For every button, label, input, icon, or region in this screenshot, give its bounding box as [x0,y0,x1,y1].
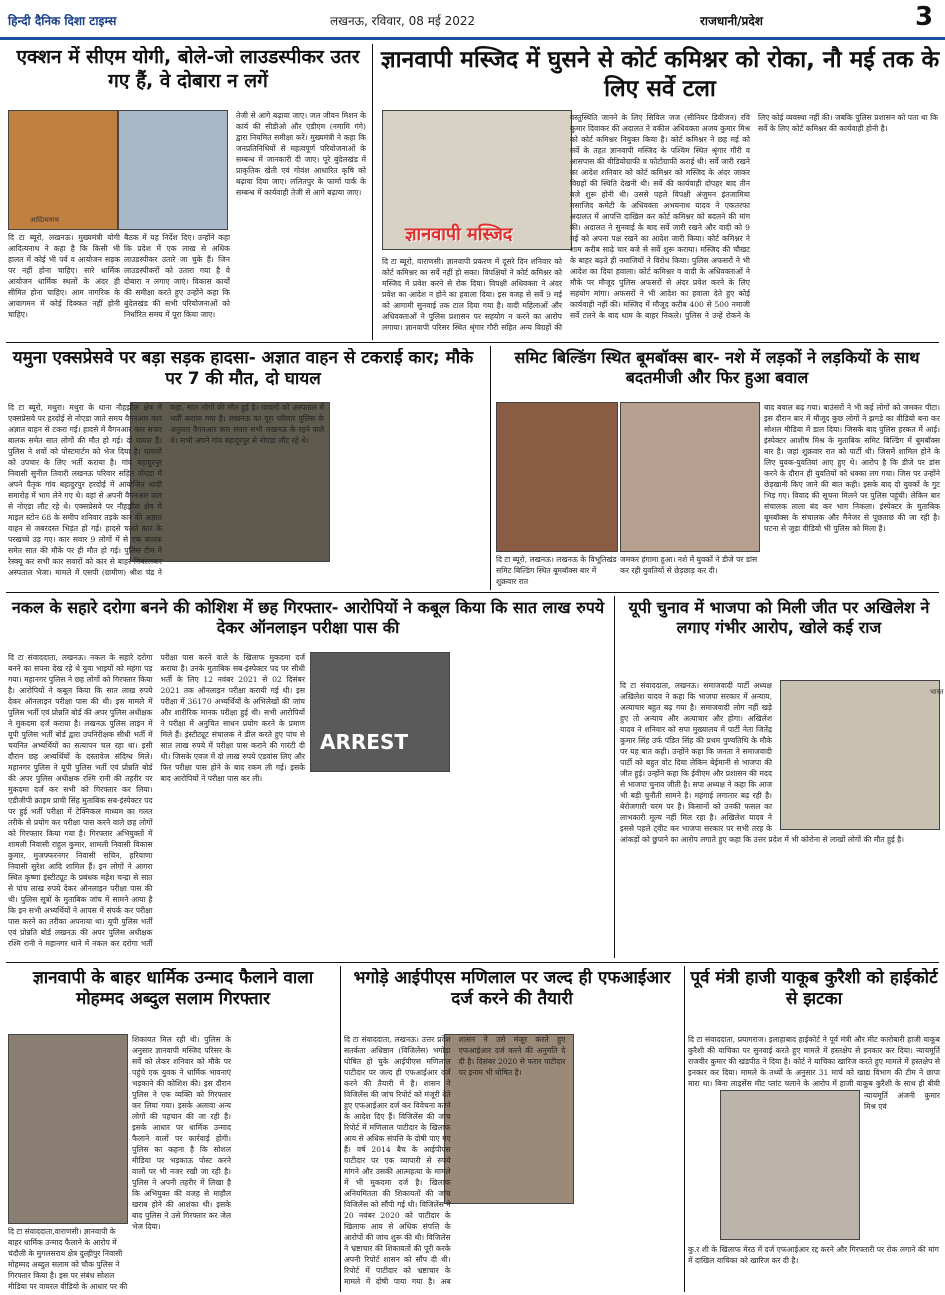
headline-yamuna: यमुना एक्सप्रेसवे पर बड़ा सड़क हादसा- अज्ञात वाहन से टकराई कार; मौके पर 7 की मौत, दो घायल [12,348,474,390]
yogi-lead: दि टा ब्यूरो, लखनऊ। मुख्यमंत्री योगी आदित्यनाथ ने कहा है कि किसी भी हालत में कोई भी पर्व व आयोजन सड़क पर नहीं होना चाहिए। सारे धार्मिक आयोजन धार्मिक स्थलों के अंदर ही सीमित होना चाहिए। आम नागरिक के आवागमन में कोई दिक्कत नहीं होनी चाहिए। [8,233,120,319]
photo-samit-1 [496,402,618,552]
akhilesh-body [620,680,938,958]
headline-akhilesh: यूपी चुनाव में भाजपा को मिली जीत पर अखिलेश ने लगाए गंभीर आरोप, खोले कई राज [628,598,930,637]
headline-ips: भगोड़े आईपीएस मणिलाल पर जल्द ही एफआईआर दर्ज करने की तैयारी [353,968,671,1010]
yogi-col3: तेजी से आगे बढ़ाया जाए। जल जीवन मिशन के कार्य की सीडीओ और एडीएम (नमामि गंगे) द्वारा नियमित समीक्षा करें। मुख्यमंत्री ने कहा कि जनप्रतिनिधियों से महत्वपूर्ण परियोजनाओं के सम्बन्ध में जानकारी दी जाए। पूरे बुंदेलखंड में प्राकृतिक खेती एवं गोवंश आधारित कृषि को बढ़ावा दिया जाए। ललितपुर के फार्मा पार्क के सम्बन्ध में कार्यवाही तेजी से आगे बढ़ाया जाए। [236,111,366,197]
abdul-salam-caption: दि टा संवाददाता,वाराणसी। ज्ञानवापी के बाहर धार्मिक उन्माद फैलाने के आरोप में चंदौली के मुगलसराय क्षेत्र दुल्हीपुर निवासी मोहम्मद अब्दुल सलाम को चौक पुलिस ने गिरफ्तार किया है। इस पर संबंध सोशल मीडिया पर वायरल वीडियो के आधार पर की [8,1227,128,1291]
akhilesh-text: दि टा संवाददाता, लखनऊ। समाजवादी पार्टी अध्यक्ष अखिलेश यादव ने कहा कि भाजपा सरकार में अन्याय, अत्याचार बहुत बढ़ गया है। समाजवादी लोग नहीं खड़े हुए तो अन्याय और अत्याचार और होगा। अखिलेश यादव ने शनिवार को सपा मुख्यालय में पार्टी नेता जितेंद्र कुमार सिंह उर्फ पंडित सिंह की प्रथम पुण्यतिथि के मौके पर यह बात कही। उन्होंने कहा कि जनता ने समाजवादी पार्टी को बहुत वोट दिया लेकिन बेईमानी से भाजपा की जीत हुई। उन्होंने कहा कि ईवीएम और प्रशासन की मदद से भाजपा चुनाव जीती है। सपा अध्यक्ष ने कहा कि आज भी बड़ी चुनौती सामने है। महंगाई लगातार बढ़ रही है। बेरोजगारी चरम पर है। किसानों को उनकी फसल का लाभकारी मूल्य नहीं मिल रहा है। अखिलेश यादव ने इससे पहले ट्वीट कर भाजपा सरकार पर सभी तरह के आंकड़ों को छुपाने का आरोप लगाते हुए कहा कि उत्तर प्रदेश में भी कोरोना से लाखों लोगों की मौत हुई है। [620,681,905,844]
yakub-body: दि टा संवाददाता, प्रयागराज। इलाहाबाद हाईकोर्ट ने पूर्व मंत्री और मीट कारोबारी हाजी याकूब कुरैशी की याचिका पर सुनवाई करते हुए मामले में हस्तक्षेप से इनकार कर दिया। न्यायमूर्ति राजवीर कुमार की खंडपीठ ने दिया है। कोर्ट ने याचिका खारिज करते हुए मामले में हस्तक्षेप से इनकार कर दिया। मामले के तथ्यों के अनुसार 31 मार्च को खाद्य विभाग की टीम ने छापा मारा था। बिना लाइसेंस मीट प्लांट चलाने के आरोप में हाजी याकूब कुरैशी के साथ ही बीवी [688,1035,940,1088]
photo-loudspeakers [118,110,228,230]
abdul-salam-body: शिकायत मिल रही थी। पुलिस के अनुसार ज्ञानवापी मस्जिद परिसर के सर्वे को लेकर शनिवार को मौके पर पहुंचे एक युवक ने धार्मिक भावनाएं भड़काने की कोशिश की। इस दौरान पुलिस ने एक व्यक्ति को गिरफ्तार कर लिया गया। इसके अलावा अन्य लोगों की पहचान की जा रही है। इसके आधार पर धार्मिक उन्माद फैलाने वालों पर कार्रवाई होगी। पुलिस का कहना है कि सोशल मीडिया पर भड़काऊ पोस्ट करने वालों पर भी नजर रखी जा रही है। पुलिस ने अपनी तहरीर में लिखा है कि अभियुक्त की वजह से माहौल खराब होने की आशंका थी। इसके बाद पुलिस ने उसे गिरफ्तार कर जेल भेज दिया। [132,1035,231,1231]
samit-caption-2: जमकर हंगामा हुआ। नशे में युवकों ने डीजे पर डांस कर रही युवतियों से छेड़छाड़ कर दी। [620,555,758,575]
ips-body [344,1034,680,1292]
issue-date: लखनऊ, रविवार, 08 मई 2022 [330,14,476,28]
divider-vertical-top [372,44,373,340]
headline-gyanvapi-survey: ज्ञानवापी मस्जिद में घुसने से कोर्ट कमिश्नर को रोका, नौ मई तक के लिए सर्वे टला [380,47,940,102]
divider-horizontal-2 [6,592,939,593]
akhilesh-image-spacer [778,680,938,832]
ips-text: दि टा संवाददाता, लखनऊ। उत्तर प्रदेश सतर्कता अधिष्ठान (विजिलेंस) भगोड़ा घोषित हो चुके आईपीएस मणिलाल पाटीदार पर जल्द ही एफआईआर दर्ज करने की तैयारी में है। शासन ने विजिलेंस की जांच रिपोर्ट को मंजूरी देते हुए एफआईआर दर्ज कर विवेचना करने के आदेश दिए हैं। विजिलेंस की जांच रिपोर्ट में मणिलाल पाटीदार के खिलाफ आय से अधिक संपत्ति के दोषी पाए गए हैं। वर्ष 2014 बैच के आईपीएस पाटीदार पर एक व्यापारी से रुपये मांगने और उसकी आत्महत्या के मामले में भी मुकदमा दर्ज है। खिलाफ अनियमितता की शिकायतों की जांच विजिलेंस को सौंपी गई थी। विजिलेंस ने 20 नवंबर 2020 को पाटीदार के खिलाफ आय से अधिक संपत्ति के आरोपों की जांच शुरू की थी। विजिलेंस ने भ्रष्टाचार की शिकायतों की पूरी करके अपनी रिपोर्ट शासन को सौंप दी थी। रिपोर्ट में पाटीदार को भ्रष्टाचार के मामले में दोषी पाया गया है। अब शासन ने उसे मंजूर करते हुए एफआईआर दर्ज करने की अनुमति दे दी है। दिसंबर 2020 से फरार पाटीदार पर इनाम भी घोषित है। [344,1035,566,1286]
daroga-text: दि टा संवाददाता, लखनऊ। नकल के सहारे दरोगा बनने का सपना देख रहे थे युवा भाइयों को महंगा पड़ गया। महानगर पुलिस ने छह लोगों को गिरफ्तार किया है। आरोपियों ने कबूल किया कि सात लाख रुपये देकर ऑनलाइन परीक्षा पास की थी। इस मामले में पुलिस भर्ती एवं प्रोन्नति बोर्ड की अपर पुलिस अधीक्षक ने मुकदमा दर्ज कराया है। लखनऊ पुलिस लाइन में यूपी पुलिस भर्ती बोर्ड द्वारा उपनिरीक्षक सीधी भर्ती में चयनित अभ्यर्थियों का सत्यापन चल रहा था। इसी दौरान छह अभ्यर्थियों के दस्तावेज संदिग्ध मिले। महानगर पुलिस ने यूपी पुलिस भर्ती एवं प्रोन्नति बोर्ड की अपर पुलिस अधीक्षक रश्मि रानी की तहरीर पर मुकदमा दर्ज कर सभी को गिरफ्तार कर लिया। एडीजीपी क्राइम प्राची सिंह मुताबिक सब-इंस्पेक्टर पद पर हुई भर्ती परीक्षा में टेक्निकल माध्यम का गलत तरीके से प्रयोग कर परीक्षा पास करने वाले छह लोगों को गिरफ्तार किया गया है। गिरफ्तार अभियुक्तों में शामली निवासी राहुल कुमार, शामली निवासी विकास कुमार, मुजफ्फरनगर निवासी सचिन, हरियाणा निवासी सुरेश आदि शामिल हैं। इन लोगों ने आगरा स्थित कृष्णा इंस्टीट्यूट के प्रबंधक महेश चन्द्रा से सात से पांच लाख रुपये देकर ऑनलाइन परीक्षा पास की थी। पुलिस सूत्रों के मुताबिक जांच में सामने आया है कि इन सभी अभ्यर्थियों ने आपस में संपर्क कर परीक्षा पास करने का तरीका अपनाया था। यूपी पुलिस भर्ती एवं प्रोन्नति बोर्ड लखनऊ की अपर पुलिस अधीक्षक रश्मि रानी ने महानगर थाने में नकल कर दरोगा भर्ती परीक्षा पास करने वाले के खिलाफ मुकदमा दर्ज कराया है। उनके मुताबिक सब-इंस्पेक्टर पद पर सीधी भर्ती के लिए 12 नवंबर 2021 से 02 दिसंबर 2021 तक ऑनलाइन परीक्षा करायी गई थी। इस परीक्षा में 36170 अभ्यर्थियों के अभिलेखों की जांच और शारीरिक मानक परीक्षा हुई थी। सभी आरोपियों ने परीक्षा में अनुचित साधन प्रयोग करने के प्रमाण मिले हैं। इंस्टीट्यूट संचालक ने डील करते हुए पांच से सात लाख रुपये में परीक्षा पास कराने की गारंटी दी थी। जिसके एवज में दो लाख रुपये एडवांस लिए और फिर परीक्षा पास होने के बाद रकम ली गई। इसके बाद आरोपियों ने परीक्षा पास कर ली। [8,653,305,948]
photo-samit-2 [620,402,760,552]
masthead [0,0,945,40]
newspaper-name: हिन्दी दैनिक दिशा टाइम्स [8,14,117,28]
yamuna-text: दि टा ब्यूरो, मथुरा। मथुरा के थाना नौहझील क्षेत्र में एक्सप्रेसवे पर हरदोई से नोएडा जाते समय वैगनआर कार अज्ञात वाहन से टकरा गई। हादसे में वैगनआर कार सवार बालक समेत सात लोगों की मौत हो गई। दो घायल हैं। पुलिस ने शवों को पोस्टमार्टम को भेज दिया है। घायलों को उपचार के लिए भर्ती कराया है। गांव बहादुरपुर निवासी सुनील तिवारी लखनऊ परिवार सहित नोएडा में अपने पैतृक गांव बहादुरपुर हरदोई में आयोजित शादी समारोह में भाग लेने गए थे। वहां से अपनी वैगनआर कार से नोएडा लौट रहे थे। एक्सप्रेसवे पर नौहझील क्षेत्र में माइल स्टोन 68 के समीप शनिवार तड़के कार की अज्ञात वाहन से जबरदस्त भिड़ंत हो गई। हादसे चलते कार के परखच्चे उड़ गए। कार सवार 9 लोगों में से एक बालक समेत सात की मौके पर ही मौत हो गई। पुलिस टीम ने रेस्क्यू कर सभी कार सवारों को कार से बाहर निकालकर अस्पताल भेजा। मामले में एसपी (ग्रामीण) श्रीश चंद्र ने कहा, सात लोगों की मौत हुई है। घायलों को अस्पताल में भर्ती कराया गया है। लखनऊ का पूरा परिवार पुलिस के अनुसार वैगनआर कार सवार सभी लखनऊ के रहने वाले थे। सभी अपने गांव बहादुरपुर से नोएडा लौट रहे थे। [8,403,324,577]
samit-caption-1: दि टा ब्यूरो, लखनऊ। लखनऊ के विभूतिखंड समिट बिल्डिंग स्थित बूमबॉक्स बार में शुक्रवार रात [496,555,617,586]
divider-vertical-low [614,596,615,958]
photo-abdul-salam [8,1034,128,1224]
photo-yakub [720,1090,860,1240]
photo-yogi-tag: आदित्यनाथ [30,216,59,224]
headline-samit: समिट बिल्डिंग स्थित बूमबॉक्स बार- नशे में लड़कों ने लड़कियों के साथ बदतमीजी और फिर हुआ बवाल [514,348,920,387]
photo-gyanvapi-label: ज्ञानवापी मस्जिद [405,224,513,245]
divider-horizontal-1 [6,342,939,343]
headline-abdul-salam: ज्ञानवापी के बाहर धार्मिक उन्माद फैलाने वाला मोहम्मद अब्दुल सलाम गिरफ्तार [32,968,314,1010]
divider-vertical-b1 [340,966,341,1292]
daroga-body [8,652,610,958]
yakub-caption: कु.र शी के खिलाफ मेरठ में दर्ज एफआईआर रद्द करने और गिरफ्तारी पर रोक लगाने की मांग में दाखिल याचिका को खारिज कर दी है। [688,1245,939,1265]
page-number: 3 [914,2,934,32]
yogi-col2: बैठक में यह निर्देश दिए। उन्होंने कहा कि प्रदेश में एक लाख से अधिक लाउडस्पीकर उतारे जा चुके हैं। जिन लाउडस्पीकरों को उतारा गया है वे दोबारा न लगाए जाएं। विकास कार्यों की समीक्षा करते हुए उन्होंने कहा कि बुंदेलखंड की सभी परियोजनाओं को निर्धारित समय में पूरा किया जाए। [124,233,230,319]
headline-yogi: एक्शन में सीएम योगी, बोले-जो लाउडस्पीकर उतर गए हैं, वे दोबारा न लगें [16,46,360,92]
divider-vertical-b2 [684,966,685,1292]
samit-body: बाद बवाल बढ़ गया। बाउंसरों ने भी कई लोगों को जमकर पीटा। इस दौरान बार में मौजूद कुछ लोगों ने झगड़े का वीडियो बना कर सोशल मीडिया में डाल दिया। जिसके बाद पुलिस हरकत में आई। इंस्पेक्टर आशीष मिश्र के मुताबिक समिट बिल्डिंग में बूमबॉक्स बार है। जहां शुक्रवार रात को पार्टी थी। जिसमें शामिल होने के लिए युवक-युवतियां आए हुए थे। आरोप है कि डीजे पर डांस करने के दौरान ही युवतियों को धक्का लग गया। जिस पर उन्होंने छेड़खानी किए जाने की बात कही। इसके बाद दो युवकों के गुट भिड़ गए। विवाद की सूचना मिलने पर पुलिस पहुंची। लेकिन बार संचालक ताला बंद कर भाग निकला। इंस्पेक्टर के मुताबिक बूमबॉक्स के संचालक और मैनेजर से पूछताछ की जा रही है। घटना से जुड़ा वीडियो भी पुलिस को मिला है। [764,403,940,533]
divider-vertical-mid [490,346,491,590]
gyanvapi-survey-body [382,112,938,340]
gyanvapi-survey-text: दि टा ब्यूरो, वाराणसी। ज्ञानवापी प्रकरण में दूसरे दिन शनिवार को कोर्ट कमिश्नर का सर्वे नहीं हो सका। विपक्षियों ने कोर्ट कमिश्नर को मस्जिद में प्रवेश करने से रोक दिया। विपक्षी अधिवक्ता ने अंदर प्रवेश का आदेश न होने का हवाला दिया। इस वजह से सर्वे 9 मई को आगामी सुनवाई तक टाल दिया गया है। वादी महिलाओं और अधिवक्ताओं ने पुलिस प्रशासन पर सहयोग न करने का आरोप लगाया। ज्ञानवापी परिसर स्थित श्रृंगार गौरी सहित अन्य विग्रहों की वस्तुस्थिति जानने के लिए सिविल जज (सीनियर डिवीजन) रवि कुमार दिवाकर की अदालत ने वकील अधिवक्ता अजय कुमार मिश्र को कोर्ट कमिश्नर नियुक्त किया है। कोर्ट कमिश्नर ने छह मई को सर्वे के तहत ज्ञानवापी मस्जिद के पश्चिम स्थित श्रृंगार गौरी व आसपास की वीडियोग्राफी व फोटोग्राफी कराई थी। सर्वे जारी रखने का आदेश शनिवार को कोर्ट कमिश्नर को मस्जिद के अंदर जाकर विग्रहों की स्थिति देखनी थी। सर्वे की कार्यवाही दोपहर बाद तीन बजे शुरू होनी थी। उससे पहले विपक्षी अंजुमन इंतजामिया मसाजिद कमेटी के अधिवक्ता अभयनाथ यादव ने एकतरफा अदालत में आपत्ति दाखिल कर कोर्ट कमिश्नर को बदलने की मांग की। अदालत ने सुनवाई के बाद सर्वे जारी रखने और वादी को 9 मई को अपना पक्ष रखने का आदेश जारी किया। कोर्ट कमिश्नर ने शाम करीब साढ़े चार बजे से सर्वे शुरू कराया। मस्जिद की चौखट के बाहर बढ़ते ही नमाजियों ने विरोध किया। पुलिस अफसरों ने भी आदेश का दिया हवाला। कोर्ट कमिश्नर व वादी के अधिवक्ताओं ने मौके पर मौजूद पुलिस अफसरों से अंदर प्रवेश करने के लिए सहयोग मांगा। अफसरों ने भी आदेश का हवाला देते हुए कोई कार्यवाही नहीं की। मस्जिद में मौजूद करीब 400 से 500 नमाजी सर्वे टलने के बाद धाम के बाहर निकले। पुलिस ने उन्हें रोकने के लिए कोई व्यवस्था नहीं की। जबकि पुलिस प्रशासन को पता था कि सर्वे के लिए कोर्ट कमिश्नर की कार्यवाही होनी है। [382,113,938,332]
headline-daroga: नकल के सहारे दरोगा बनने की कोशिश में छह गिरफ्तार- आरोपियों ने कबूल किया कि सात लाख रुपये देकर ऑनलाइन परीक्षा पास की [11,598,605,637]
section-name: राजधानी/प्रदेश [700,14,763,28]
image-spacer [382,112,572,252]
yakub-side: न्यायमूर्ति अंजनी कुमार मिश्र एवं [864,1091,940,1111]
headline-yakub: पूर्व मंत्री हाजी याकूब कुरैशी को हाईकोर्ट से झटका [690,968,938,1010]
yamuna-body [8,402,486,587]
photo-arrest-label: ARREST [320,730,408,754]
divider-horizontal-3 [6,962,939,963]
photo-akhilesh-tag: भारत [930,688,944,696]
photo-yogi [8,110,118,230]
